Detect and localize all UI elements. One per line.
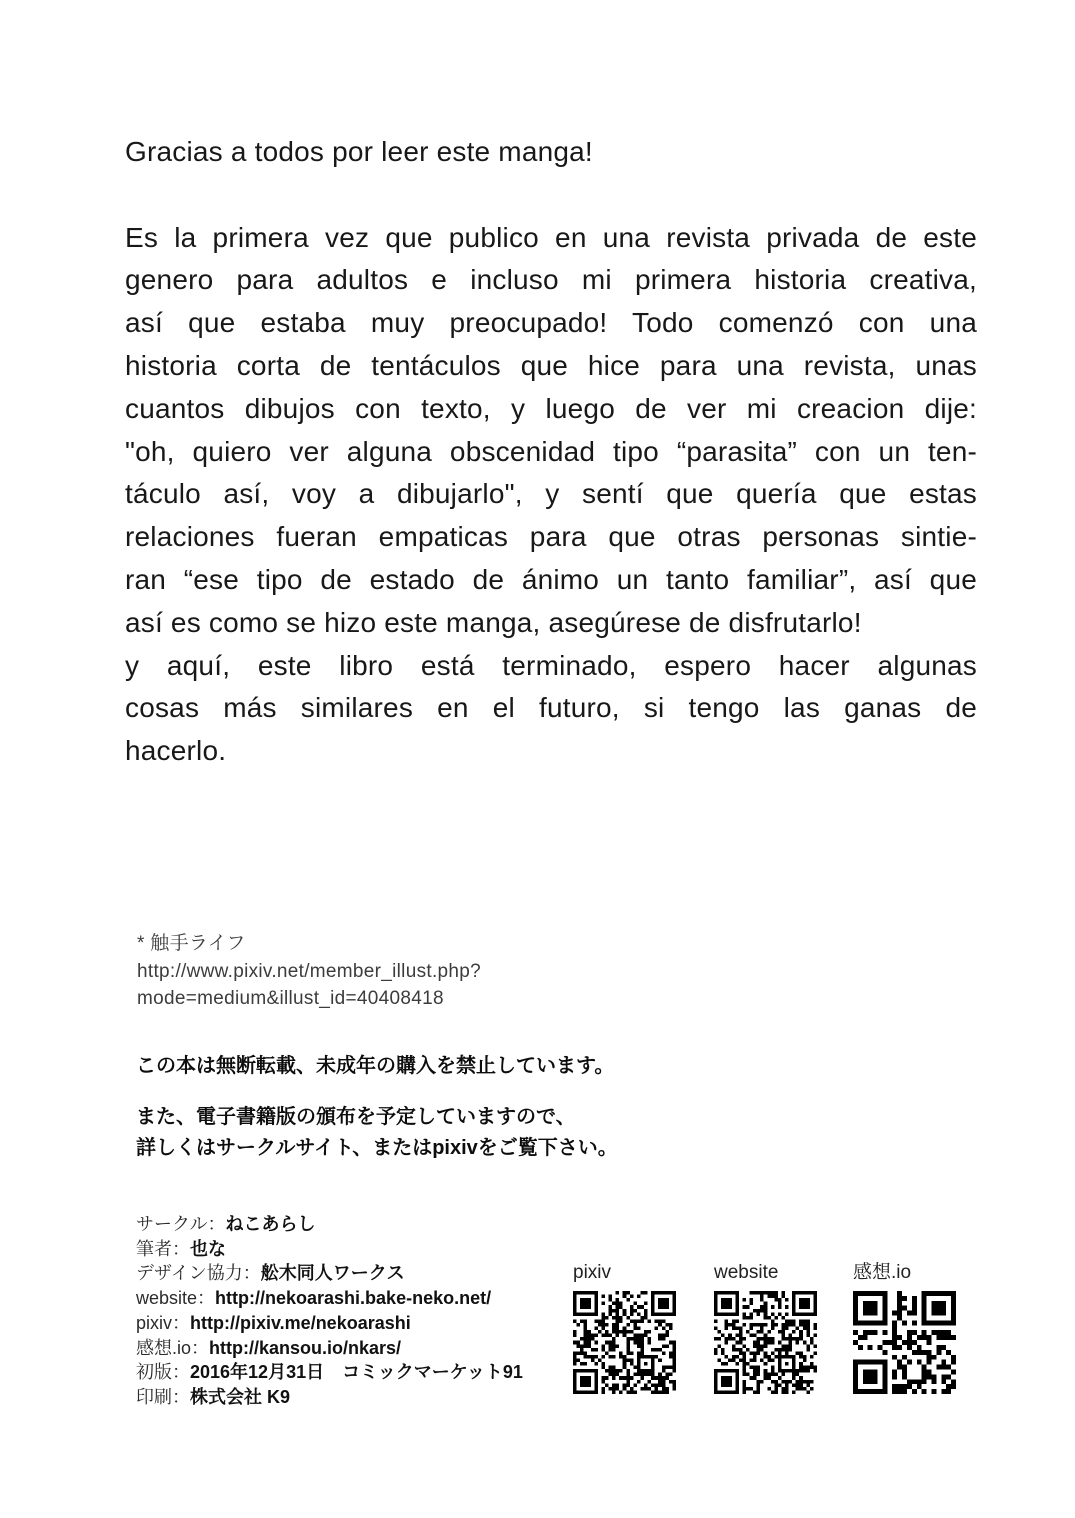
source-url-line-2: mode=medium&illust_id=40408418 (137, 988, 444, 1009)
text-line: así es como se hizo este manga, asegúrese de disfrutarlo! (125, 606, 862, 638)
credit-value: 舩木同人ワークス (260, 1263, 405, 1284)
credit-separator: ： (172, 1362, 190, 1383)
qr-code-image-website (714, 1291, 817, 1394)
source-note-title: * 触手ライフ (137, 933, 246, 954)
credit-label: 印刷 (136, 1386, 172, 1407)
credit-value: http://kansou.io/nkars/ (209, 1337, 402, 1358)
text-line: cuantos dibujos con texto, y luego de ver mi creacion dije: (125, 392, 977, 424)
qr-item-pixiv (573, 1262, 677, 1394)
credit-value: http://pixiv.me/nekoarashi (190, 1312, 411, 1333)
text-line: y aquí, este libro está terminado, espero hacer algunas (125, 649, 977, 681)
notice-line-2: また、電子書籍版の頒布を予定していますので、 (136, 1106, 576, 1128)
qr-item-website (714, 1262, 818, 1394)
credit-row (136, 1360, 523, 1385)
afterword-text-block (125, 131, 977, 773)
text-line: ran “ese tipo de estado de ánimo un tanto familiar”, así que (125, 563, 977, 595)
text-line: relaciones fueran empaticas para que otras personas sintie- (125, 521, 977, 553)
notice-line-1: この本は無断転載、未成年の購入を禁止しています。 (136, 1055, 615, 1077)
credit-row (136, 1212, 523, 1237)
credit-label: 感想.io (136, 1337, 192, 1358)
credit-value: ねこあらし (225, 1214, 316, 1234)
credits-list (136, 1212, 523, 1410)
qr-code-image-pixiv (573, 1291, 676, 1394)
credit-separator: ： (207, 1214, 226, 1234)
credit-separator: ： (172, 1312, 191, 1333)
credit-row (136, 1336, 523, 1361)
credit-separator: ： (191, 1337, 210, 1358)
credit-row (136, 1261, 523, 1286)
qr-label-kansou-io: 感想.io (853, 1262, 912, 1283)
credit-row (136, 1311, 523, 1336)
text-line: así que estaba muy preocupado! Todo comenzó con una (125, 307, 977, 339)
notice-line-3: 詳しくはサークルサイト、またはpixivをご覧下さい。 (136, 1137, 618, 1159)
qr-item-kansou-io (853, 1262, 957, 1394)
text-line: Es la primera vez que publico en una revista privada de este (125, 221, 977, 253)
text-line: táculo así, voy a dibujarlo", y sentí que quería que estas (125, 478, 977, 510)
credit-separator: ： (172, 1238, 190, 1259)
credit-label: 初版 (136, 1362, 172, 1383)
text-line: genero para adultos e incluso mi primera historia creativa, (125, 264, 977, 296)
credit-label: website (136, 1288, 198, 1309)
paragraph-1 (125, 217, 977, 645)
qr-code-image-kansou-io (853, 1291, 956, 1394)
credit-value: 株式会社 K9 (190, 1386, 291, 1407)
credit-label: デザイン協力 (136, 1263, 243, 1284)
qr-label-pixiv: pixiv (573, 1262, 612, 1283)
credit-value: http://nekoarashi.bake-neko.net/ (215, 1288, 492, 1309)
source-note-block (137, 930, 481, 1013)
text-line: cosas más similares en el futuro, si tengo las ganas de (125, 692, 977, 724)
text-line: historia corta de tentáculos que hice para una revista, unas (125, 349, 977, 381)
paragraph-2 (125, 645, 977, 773)
credit-value: 也な (190, 1238, 226, 1259)
credit-row (136, 1237, 523, 1262)
credit-row (136, 1385, 523, 1410)
greeting-line: Gracias a todos por leer este manga! (125, 136, 593, 167)
copyright-notice-block (136, 1051, 618, 1164)
blank-line (125, 174, 977, 217)
credit-label: サークル (136, 1214, 208, 1234)
qr-label-website: website (714, 1262, 779, 1283)
credit-label: pixiv (136, 1312, 173, 1333)
source-url-line-1: http://www.pixiv.net/member_illust.php? (137, 960, 481, 982)
credit-label: 筆者 (136, 1238, 172, 1259)
credit-separator: ： (242, 1263, 261, 1284)
credit-separator: ： (197, 1288, 216, 1309)
credit-separator: ： (172, 1386, 190, 1407)
text-line: "oh, quiero ver alguna obscenidad tipo “parasita” con un ten- (125, 435, 977, 467)
credit-row (136, 1286, 523, 1311)
text-line: hacerlo. (125, 735, 227, 767)
credit-value: 2016年12月31日 コミックマーケット91 (190, 1362, 523, 1383)
